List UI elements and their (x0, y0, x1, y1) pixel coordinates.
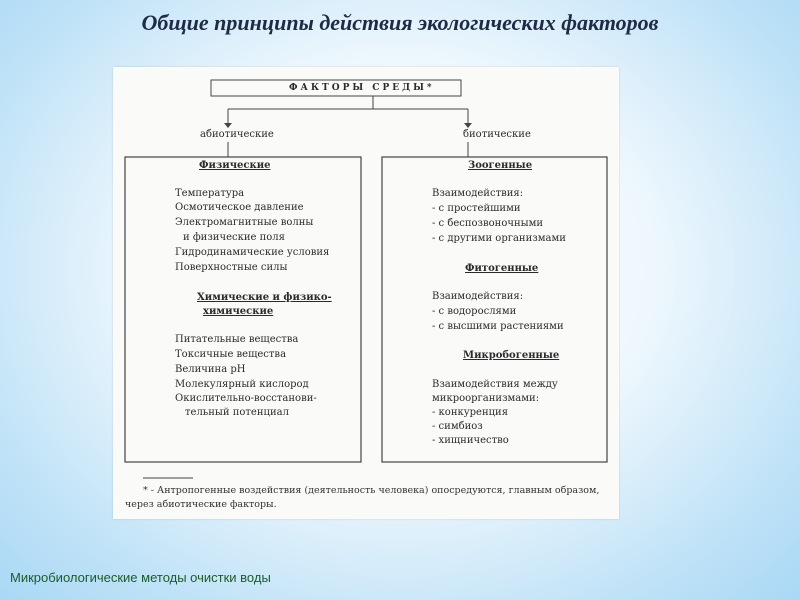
microbogenic-item: - хищничество (432, 435, 509, 446)
chemical-item: тельный потенциал (185, 407, 289, 418)
chemical-heading-line1: Химические и физико- (197, 292, 332, 303)
chemical-item: Молекулярный кислород (175, 379, 309, 390)
physical-item: и физические поля (183, 232, 285, 243)
chemical-item: Токсичные вещества (175, 349, 287, 360)
physical-item: Гидродинамические условия (175, 247, 330, 258)
root-label: ФАКТОРЫ СРЕДЫ* (289, 83, 435, 93)
physical-item: Осмотическое давление (175, 202, 304, 213)
diagram-lines (113, 67, 619, 519)
physical-item: Температура (175, 188, 245, 199)
zoogenic-heading: Зоогенные (468, 160, 533, 171)
microbogenic-heading: Микробогенные (463, 350, 560, 361)
chemical-heading-line2: химические (203, 306, 274, 317)
phytogenic-item: - с водорослями (432, 306, 517, 317)
footnote-line1: * - Антропогенные воздействия (деятельность человека) опосредуются, главным образом, (143, 485, 600, 496)
zoogenic-item: Взаимодействия: (432, 188, 524, 199)
physical-item: Электромагнитные волны (175, 217, 314, 228)
chemical-item: Величина pH (175, 364, 246, 375)
abiotic-label: абиотические (200, 129, 274, 140)
physical-heading: Физические (199, 160, 271, 171)
microbogenic-item: - симбиоз (432, 421, 483, 432)
scanned-diagram (113, 67, 619, 519)
chemical-item: Питательные вещества (175, 334, 299, 345)
zoogenic-item: - с беспозвоночными (432, 218, 544, 229)
slide-title: Общие принципы действия экологических факторов (141, 10, 659, 35)
chemical-item: Окислительно-восстанови- (175, 393, 317, 404)
phytogenic-heading: Фитогенные (465, 263, 539, 274)
biotic-label: биотические (463, 129, 531, 140)
zoogenic-item: - с простейшими (432, 203, 521, 214)
phytogenic-item: - с высшими растениями (432, 321, 564, 332)
microbogenic-item: Взаимодействия между (432, 379, 558, 390)
microbogenic-item: микроорганизмами: (432, 393, 540, 404)
footnote-line2: через абиотические факторы. (125, 499, 277, 510)
microbogenic-item: - конкуренция (432, 407, 509, 418)
phytogenic-item: Взаимодействия: (432, 291, 524, 302)
zoogenic-item: - с другими организмами (432, 233, 566, 244)
slide-footer: Микробиологические методы очистки воды (10, 570, 271, 585)
physical-item: Поверхностные силы (175, 262, 288, 273)
